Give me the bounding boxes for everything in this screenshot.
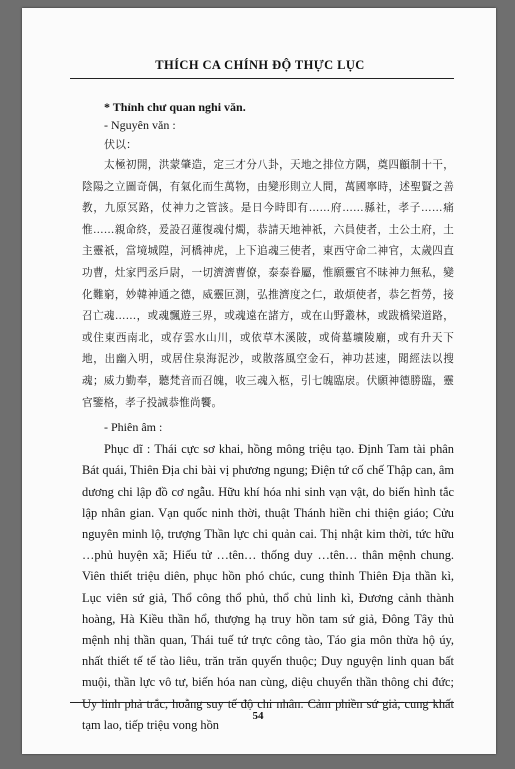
header-rule — [70, 78, 454, 79]
footer-rule — [70, 702, 454, 703]
cjk-opening: 伏以： — [104, 138, 137, 151]
page-content — [82, 98, 454, 736]
nguyen-van-label: - Nguyên văn : — [104, 118, 176, 132]
section-title: * Thỉnh chư quan nghi văn. — [104, 100, 246, 114]
phien-am-text: Phục dĩ : Thái cực sơ khai, hồng mông triệu tạo. Định Tam tài phân Bát quái, Thiên Địa chi bài vị phương ngung; Điện tứ cố chế Thập can, âm dương chi lập đồ cơ ngẫu. Hữu khí hóa nhi sinh vạn vật, do biến hình tắc lập nhân gian. Vạn quốc ninh thời, thuật Thánh hiền chi thiện giáo; Cửu nguyên minh lộ, trượng Thần lực chi quản cai. Thị nhật kim thời, tức hữu …phủ huyện xã; Hiếu tử …tên… thống duy …tên… thân mệnh chung. Viên thiết triệu diên, phục hồn phó chúc, cung thỉnh Thiên Địa thần kì, Lục viên sứ giả, Thổ công thổ phủ, thổ chủ linh kì, Đương cảnh thành hoàng, Hà Kiều thần hổ, thượng hạ truy hồn tam sứ giả, Đông Tây thủ mệnh nhị thần quan, Thái tuế tứ trực công tào, Táo gia môn thừa hộ úy, nhất thiết tế tế tào liêu, trăn trăn quyến thuộc; Duy nguyện linh quan bất muội, thần lực vô tư, biến hóa nan cùng, diệu chuyển thần thông chi đức; Uy linh phả trắc, hoằng suy tế độ chi nhân. Cảm phiền sứ giả, cung khất tạm lao, tiếp triệu vong hồn — [82, 442, 454, 732]
page-header-title: THÍCH CA CHÍNH ĐỘ THỰC LỤC — [155, 58, 365, 72]
page-number: 54 — [252, 710, 264, 722]
phien-am-label: - Phiên âm : — [104, 420, 163, 435]
cjk-original-text: 太極初開，洪蒙肇造，定三才分八卦，天地之排位方隅，奠四顧制十干，陰陽之立圖奇偶，有氣化而生萬物，由變形則立人間，萬國寧時，述聖賢之善教，九原冥路，仗神力之管該。是日今時即有……府……縣社，孝子……痛惟……親命終，爰設召蓮復魂付燭，恭請天地神祇，六員使者，土公土府，土主靈祇，當境城隍，河橋神虎，上下追魂三使者，東西守命二神官，太歲四直功曹，灶家門丞戶尉，一切濟濟曹僚，泰泰眷屬，惟願靈官不昧神力無私，變化難窮，妙韓神通之德，威靈叵測，弘推濟度之仁，敢煩使者，恭乞哲勞，接召亡魂……，或魂飄遊三界，或魂遠在諸方，或在山野叢林，或跋橋梁道路，或住東西南北，或存雲水山川，或依草木溪陂，或倚墓壙陵廟，或有升天下地，出幽入明，或居住泉海泥沙，或散落風空金石，神功甚速，聞經法以搜魂；威力勤奉，聽梵音而召魄，收三魂入柩，引七魄臨扆。伏願神德勝臨，靈官鑒格，孝子投誠恭惟尚饗。 — [82, 159, 454, 409]
